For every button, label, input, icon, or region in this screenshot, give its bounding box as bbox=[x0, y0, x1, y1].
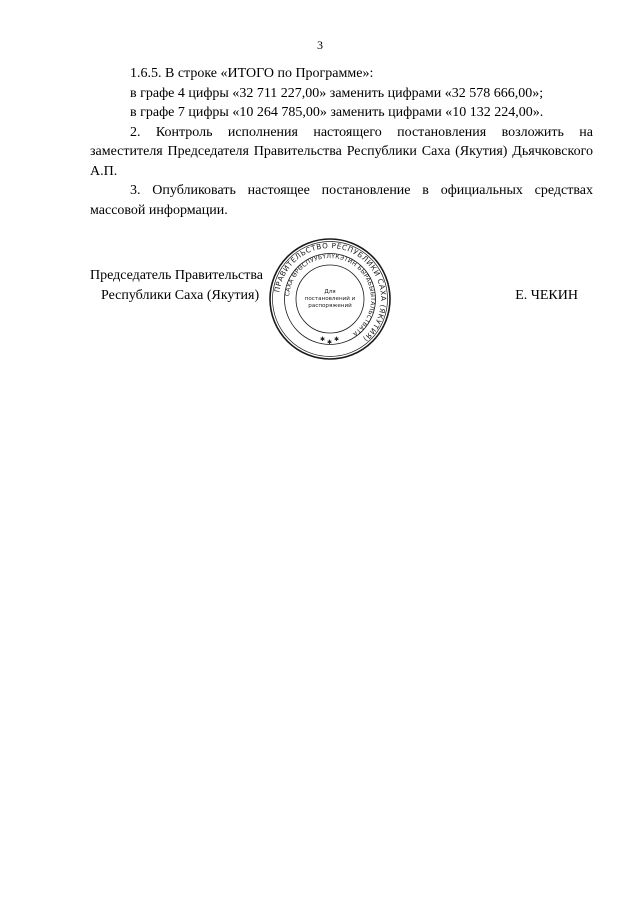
signatory-title-line1: Председатель Правительства bbox=[90, 268, 263, 283]
seal-outer-text: ПРАВИТЕЛЬСТВО РЕСПУБЛИКИ САХА (ЯКУТИЯ) bbox=[272, 240, 389, 344]
seal-center-line1: Для bbox=[324, 289, 336, 295]
signatory-name: Е. ЧЕКИН bbox=[515, 288, 578, 303]
paragraph-column-4-replacement: в графе 4 цифры «32 711 227,00» заменить цифрами «32 578 666,00»; bbox=[130, 85, 544, 101]
seal-star-icon: ✱ bbox=[327, 339, 333, 346]
paragraph-column-7-replacement: в графе 7 цифры «10 264 785,00» заменить цифрами «10 132 224,00». bbox=[130, 105, 544, 120]
seal-star-icon: ✱ bbox=[320, 336, 326, 343]
seal-center-line2: постановлений и bbox=[304, 296, 356, 302]
paragraph-itogo-heading: 1.6.5. В строке «ИТОГО по Программе»: bbox=[130, 66, 374, 81]
seal-inner-text: САХА ӨРӨСПУУБҮЛҮКЭТИН БЫРАБЫЫТАЛЬСТВАТА bbox=[284, 252, 377, 338]
signatory-title-line2: Республики Саха (Якутия) bbox=[101, 288, 260, 303]
page-number: 3 bbox=[317, 38, 323, 52]
seal-star-icon: ✱ bbox=[334, 336, 340, 343]
seal-star-ornaments bbox=[320, 336, 339, 346]
paragraph-control-assignment: 2. Контроль исполнения настоящего постановления возложить на заместителя Председателя Правительства Республики Саха (Якутия) Дьячковского А.П. bbox=[90, 124, 593, 179]
seal-center-line3: распоряжений bbox=[308, 303, 352, 309]
paragraph-publication: 3. Опубликовать настоящее постановление в официальных средствах массовой информации. bbox=[90, 183, 593, 218]
official-seal-stamp bbox=[268, 237, 392, 361]
document-body bbox=[90, 64, 593, 220]
